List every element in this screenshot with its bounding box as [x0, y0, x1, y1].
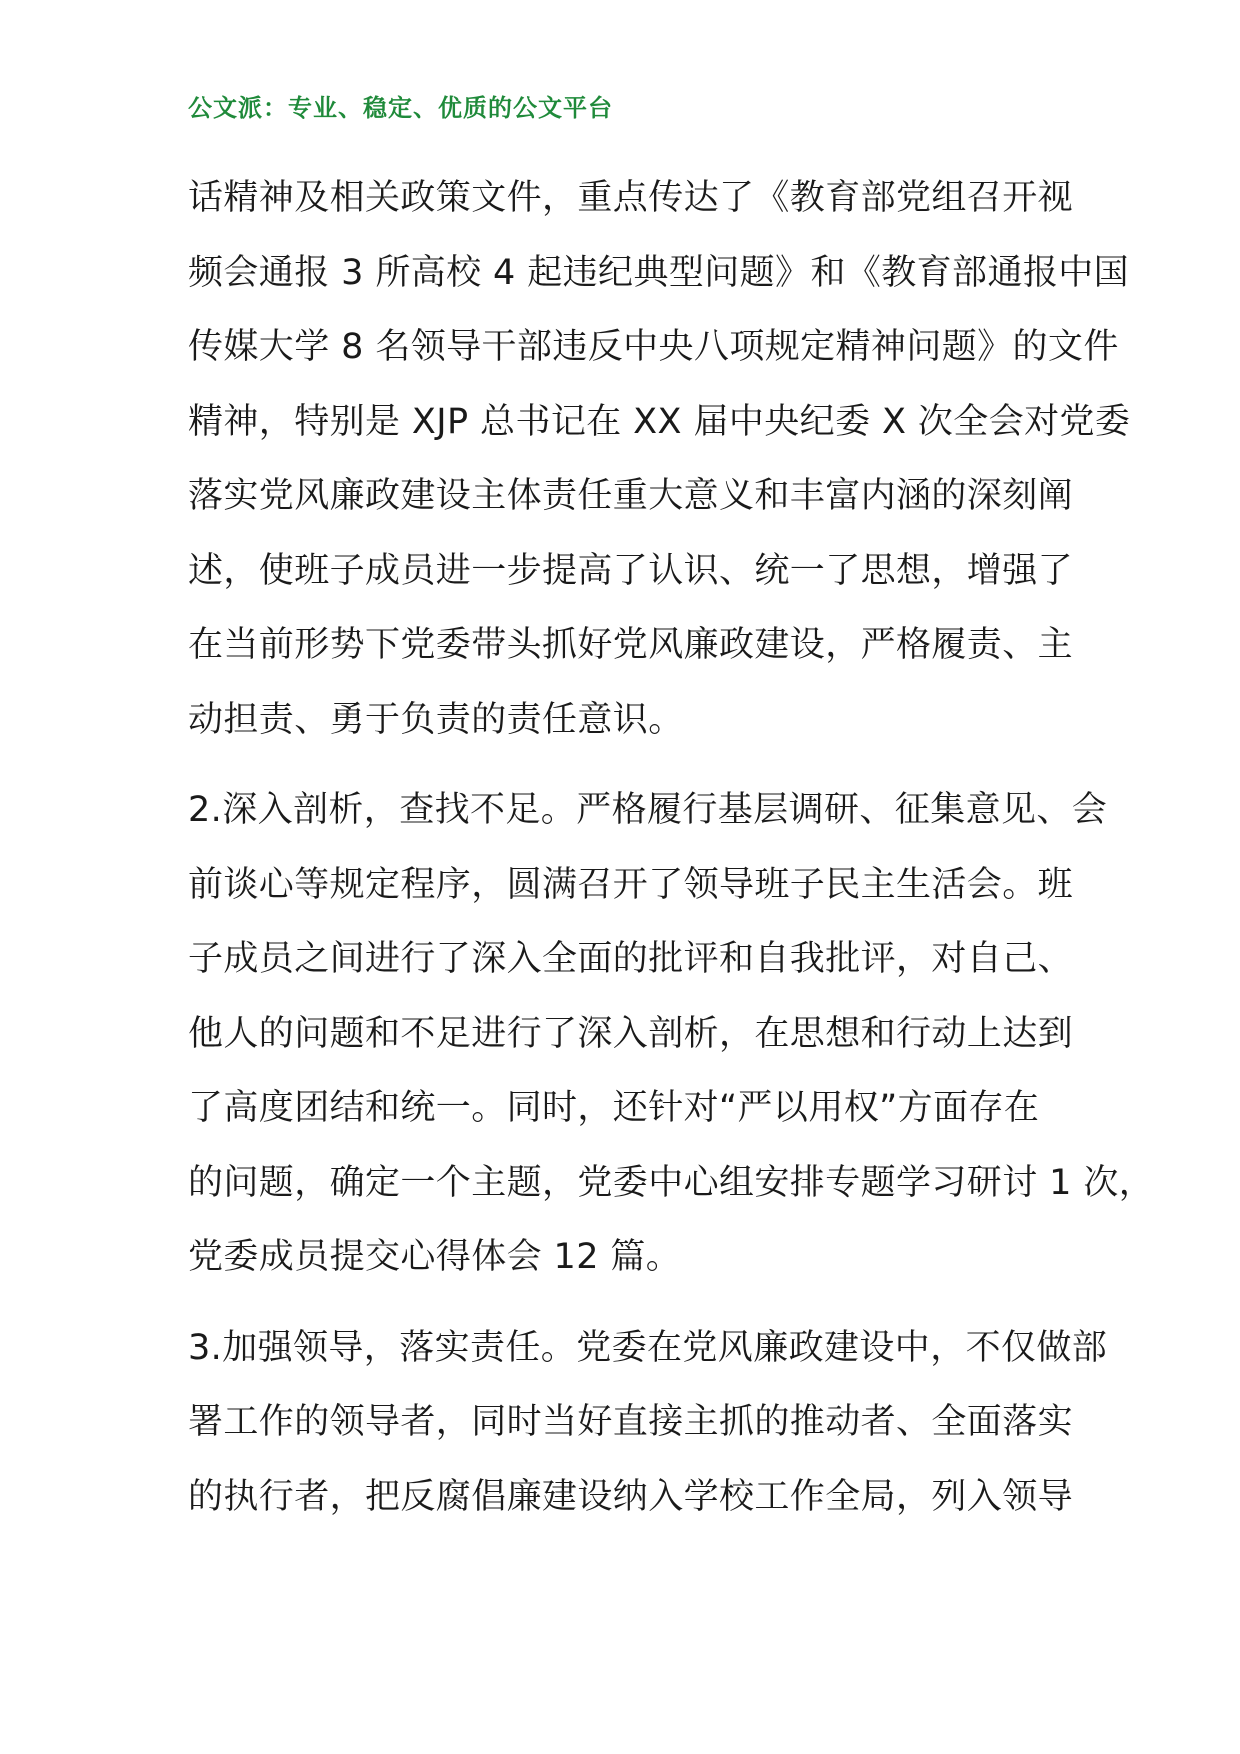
text-line: 在当前形势下党委带头抓好党风廉政建设，严格履责、主: [188, 625, 1074, 665]
text-line: 频会通报 3 所高校 4 起违纪典型问题》和《教育部通报中国: [188, 252, 1130, 293]
paragraph-spacer: [188, 1302, 1068, 1318]
paragraph-2: [188, 780, 1155, 1302]
text-line: 传媒大学 8 名领导干部违反中央八项规定精神问题》的文件: [188, 327, 1119, 367]
text-line: 党委成员提交心得体会 12 篇。: [188, 1237, 682, 1277]
text-line: 子成员之间进行了深入全面的批评和自我批评，对自己、: [188, 939, 1074, 979]
paragraph-3: [188, 1318, 1108, 1542]
text-line: 述，使班子成员进一步提高了认识、统一了思想，增强了: [188, 550, 1074, 591]
text-line: 的问题，确定一个主题，党委中心组安排专题学习研讨 1 次，: [188, 1162, 1155, 1203]
text-line: 前谈心等规定程序，圆满召开了领导班子民主生活会。班: [188, 864, 1074, 905]
text-line: 动担责、勇于负责的责任意识。: [188, 699, 684, 740]
text-line: 3.加强领导，落实责任。党委在党风廉政建设中，不仅做部: [188, 1327, 1108, 1368]
text-line: 话精神及相关政策文件，重点传达了《教育部党组召开视: [188, 178, 1074, 218]
paragraph-1: [188, 168, 1131, 764]
page-header: 公文派：专业、稳定、优质的公文平台: [188, 94, 613, 122]
text-line: 的执行者，把反腐倡廉建设纳入学校工作全局，列入领导: [188, 1476, 1074, 1517]
text-line: 落实党风廉政建设主体责任重大意义和丰富内涵的深刻阐: [188, 476, 1074, 516]
text-line: 了高度团结和统一。同时，还针对“严以用权”方面存在: [188, 1088, 1040, 1128]
text-line: 精神，特别是 XJP 总书记在 XX 届中央纪委 X 次全会对党委: [188, 401, 1131, 442]
text-line: 2.深入剖析，查找不足。严格履行基层调研、征集意见、会: [188, 790, 1108, 830]
document-body: [188, 168, 1155, 1541]
text-line: 署工作的领导者，同时当好直接主抓的推动者、全面落实: [188, 1402, 1074, 1442]
text-line: 他人的问题和不足进行了深入剖析，在思想和行动上达到: [188, 1013, 1074, 1054]
paragraph-spacer: [188, 764, 1068, 780]
